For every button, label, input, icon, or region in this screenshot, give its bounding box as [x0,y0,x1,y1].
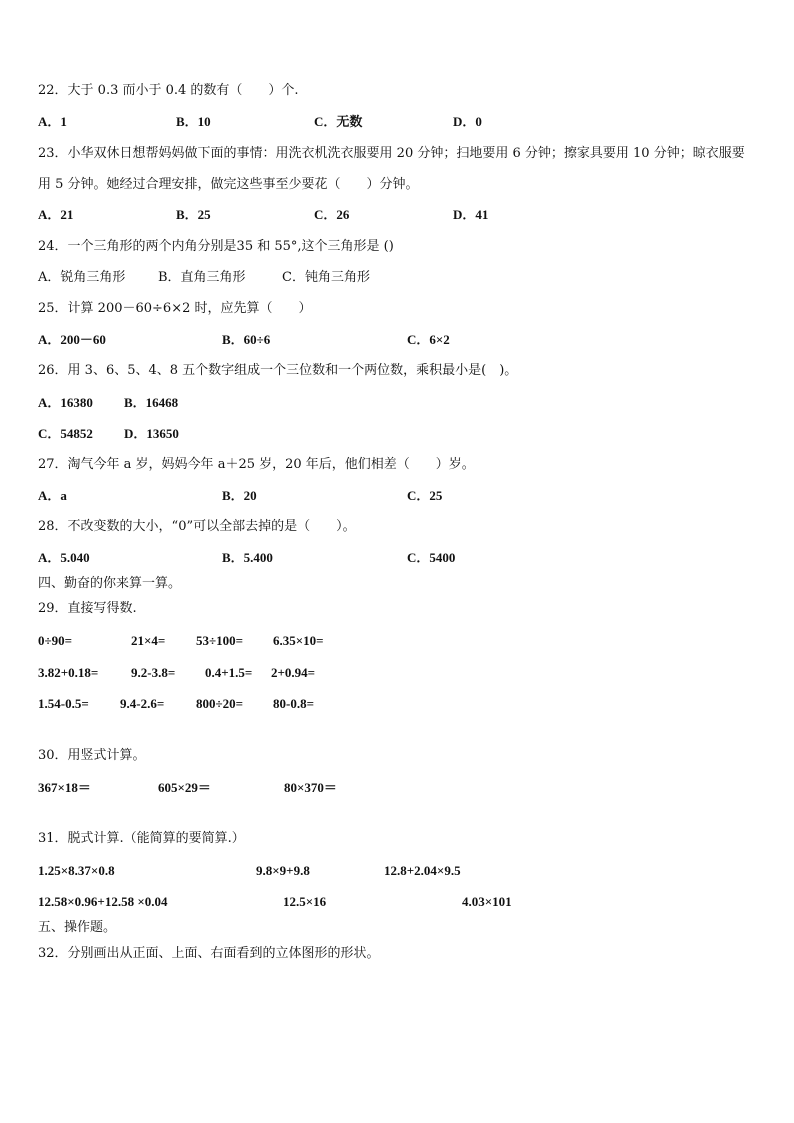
q31-item: 1.25×8.37×0.8 [38,863,115,878]
q31-item: 12.5×16 [283,894,327,909]
section-5-heading: 五、操作题。 [38,920,117,935]
q26-option-a: A．16380 [38,395,93,410]
q23-option-d: D．41 [453,207,489,222]
q29-item: 21×4= [131,633,166,648]
q29-item: 9.2-3.8= [131,665,176,680]
q29-item: 9.4-2.6= [120,696,165,711]
q24-option-b: B．直角三角形 [158,270,246,285]
q22-option-c: C．无数 [314,114,363,129]
q29-stem: 29．直接写得数. [38,601,137,616]
q27-option-a: A．a [38,488,67,503]
q31-item: 12.58×0.96+12.58 ×0.04 [38,894,168,909]
q29-item: 80-0.8= [273,696,314,711]
q26-option-b: B．16468 [124,395,179,410]
q29-item: 2+0.94= [271,665,316,680]
q23-option-b: B．25 [176,207,211,222]
q25-option-c: C．6×2 [407,332,450,347]
q23-option-c: C．26 [314,207,350,222]
q25-stem: 25．计算 200－60÷6×2 时，应先算（ ） [38,301,312,316]
q31-item: 9.8×9+9.8 [256,863,310,878]
q26-option-c: C．54852 [38,426,93,441]
q27-stem: 27．淘气今年 a 岁，妈妈今年 a＋25 岁，20 年后，他们相差（ ）岁。 [38,457,475,472]
q32-stem: 32．分别画出从正面、上面、右面看到的立体图形的形状。 [38,946,380,961]
q28-option-a: A．5.040 [38,550,90,565]
q29-item: 3.82+0.18= [38,665,99,680]
q26-option-d: D．13650 [124,426,179,441]
q29-item: 0÷90= [38,633,73,648]
q31-item: 4.03×101 [462,894,512,909]
q28-option-c: C．5400 [407,550,456,565]
q22-option-a: A．1 [38,114,67,129]
q30-item: 80×370＝ [284,780,337,795]
q30-item: 605×29＝ [158,780,211,795]
q28-option-b: B．5.400 [222,550,273,565]
q28-stem: 28．不改变数的大小，“0”可以全部去掉的是（ ）。 [38,519,356,534]
q29-item: 0.4+1.5= [205,665,253,680]
q27-option-b: B．20 [222,488,257,503]
q24-option-c: C．钝角三角形 [282,270,370,285]
q31-stem: 31．脱式计算.（能简算的要简算.） [38,831,245,846]
q23-option-a: A．21 [38,207,74,222]
q30-item: 367×18＝ [38,780,91,795]
q27-option-c: C．25 [407,488,443,503]
q30-stem: 30．用竖式计算。 [38,748,146,763]
q29-item: 800÷20= [196,696,244,711]
q23-stem: 23．小华双休日想帮妈妈做下面的事情：用洗衣机洗衣服要用 20 分钟；扫地要用 6 分钟；擦家具要用 10 分钟；晾衣服要用 5 分钟。她经过合理安排，做完这些事至少要花（ ）分钟。 [38,146,745,192]
q24-stem: 24．一个三角形的两个内角分别是35 和 55°,这个三角形是 () [38,239,394,254]
q22-stem: 22．大于 0.3 而小于 0.4 的数有（ ）个. [38,83,299,98]
q26-stem: 26．用 3、6、5、4、8 五个数字组成一个三位数和一个两位数，乘积最小是( )。 [38,363,518,378]
q25-option-b: B．60÷6 [222,332,271,347]
q29-item: 53÷100= [196,633,244,648]
q24-option-a: A．锐角三角形 [38,270,126,285]
q31-item: 12.8+2.04×9.5 [384,863,461,878]
q25-option-a: A．200－60 [38,332,106,347]
q29-item: 6.35×10= [273,633,324,648]
q29-item: 1.54-0.5= [38,696,89,711]
q22-option-b: B．10 [176,114,211,129]
section-4-heading: 四、勤奋的你来算一算。 [38,576,182,591]
q22-option-d: D．0 [453,114,482,129]
